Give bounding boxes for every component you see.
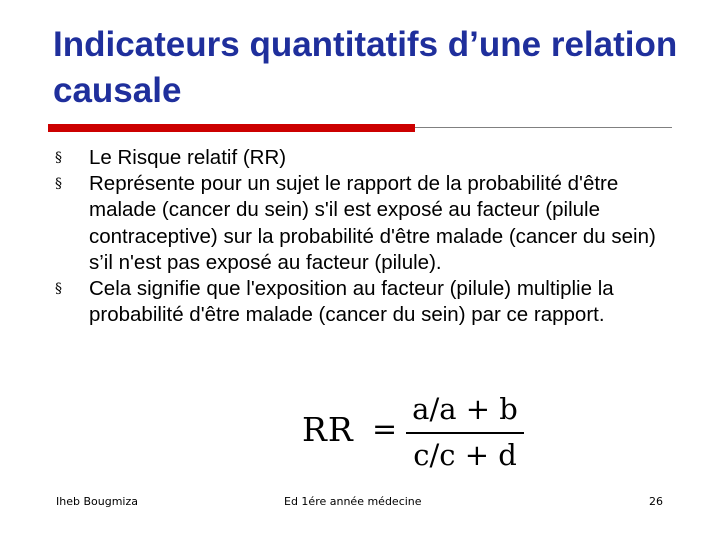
bullet-marker-icon: § bbox=[55, 176, 62, 193]
bullet-marker-icon: § bbox=[55, 281, 62, 298]
formula-numerator: a/a + b bbox=[412, 392, 518, 426]
bullet-item bbox=[55, 276, 665, 328]
footer-page-number: 26 bbox=[649, 495, 663, 508]
bullet-list bbox=[55, 145, 665, 328]
title-underline-thin bbox=[415, 127, 672, 128]
formula-denominator: c/c + d bbox=[413, 438, 517, 472]
bullet-text: Représente pour un sujet le rapport de la probabilité d'être malade (cancer du sein) s'il est exposé au facteur (pilule contraceptive) sur la probabilité d'être malade (cancer du sein) s’il n'est pas exposé au facteur (pilule). bbox=[89, 172, 656, 274]
bullet-item bbox=[55, 171, 665, 276]
footer-course: Ed 1ére année médecine bbox=[284, 495, 422, 508]
formula-fraction-bar bbox=[406, 432, 524, 434]
bullet-text: Cela signifie que l'exposition au facteur (pilule) multiplie la probabilité d'être malade (cancer du sein) par ce rapport. bbox=[89, 277, 614, 327]
formula-lhs: RR bbox=[302, 410, 354, 449]
rr-formula bbox=[302, 392, 527, 475]
bullet-marker-icon: § bbox=[55, 150, 62, 166]
title-underline-accent bbox=[48, 124, 415, 132]
slide-title: Indicateurs quantitatifs d’une relation causale bbox=[53, 25, 678, 110]
footer-author: Iheb Bougmiza bbox=[56, 495, 138, 508]
bullet-item bbox=[55, 145, 665, 171]
bullet-text: Le Risque relatif (RR) bbox=[89, 146, 287, 169]
formula-equals-sign: = bbox=[372, 412, 398, 447]
